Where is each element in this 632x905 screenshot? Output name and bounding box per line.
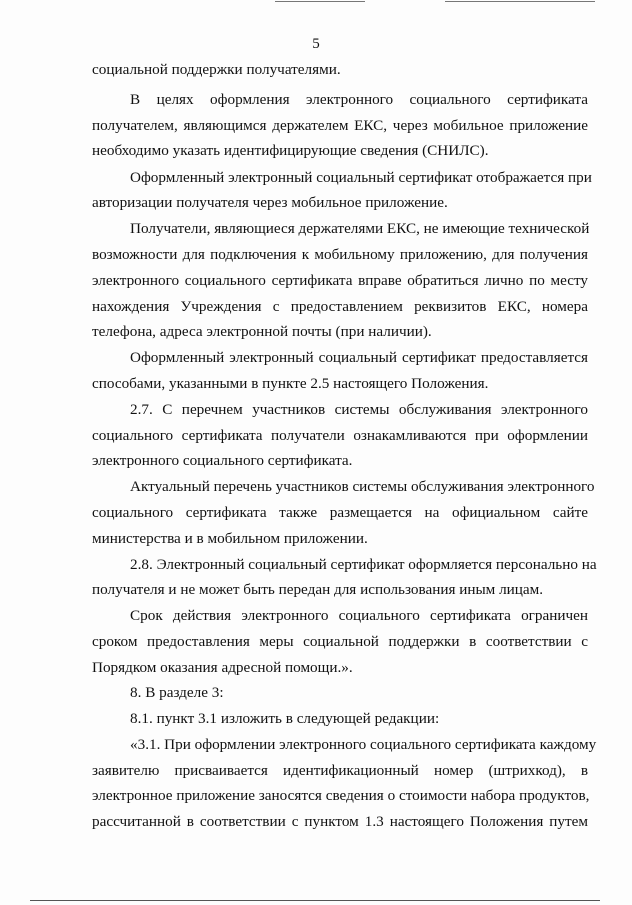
text-line: электронного социального сертификата вправе обратиться лично по месту	[92, 272, 588, 289]
scan-artifact-top	[275, 1, 365, 2]
text-line: Оформленный электронный социальный сертификат отображается при	[130, 169, 592, 186]
text-line: 8. В разделе 3:	[130, 684, 224, 701]
scan-artifact-top	[445, 1, 595, 2]
text-line: социального сертификата получатели ознакамливаются при оформлении	[92, 427, 588, 444]
text-line: электронного социального сертификата.	[92, 452, 353, 469]
text-line: министерства и в мобильном приложении.	[92, 530, 368, 547]
text-line: 8.1. пункт 3.1 изложить в следующей редакции:	[130, 710, 440, 727]
text-line: «3.1. При оформлении электронного социального сертификата каждому	[130, 736, 597, 753]
text-line: телефона, адреса электронной почты (при наличии).	[92, 323, 432, 340]
text-line: возможности для подключения к мобильному приложению, для получения	[92, 246, 588, 263]
text-line: Получатели, являющиеся держателями ЕКС, не имеющие технической	[130, 220, 590, 237]
text-line: социальной поддержки получателями.	[92, 61, 341, 78]
text-line: электронное приложение заносятся сведения о стоимости набора продуктов,	[92, 787, 590, 804]
text-line: авторизации получателя через мобильное приложение.	[92, 194, 448, 211]
text-line: социального сертификата также размещается на официальном сайте	[92, 504, 588, 521]
text-line: способами, указанными в пункте 2.5 настоящего Положения.	[92, 375, 489, 392]
text-line: Актуальный перечень участников системы обслуживания электронного	[130, 478, 595, 495]
scan-artifact-bottom	[30, 900, 600, 901]
text-line: сроком предоставления меры социальной поддержки в соответствии с	[92, 633, 588, 650]
page-number: 5	[312, 36, 320, 52]
text-line: 2.7. С перечнем участников системы обслуживания электронного	[130, 401, 588, 418]
text-line: заявителю присваивается идентификационный номер (штрихкод), в	[92, 762, 588, 779]
text-line: Оформленный электронный социальный сертификат предоставляется	[130, 349, 588, 366]
text-line: получателя и не может быть передан для использования иным лицам.	[92, 581, 544, 598]
text-line: получателем, являющимся держателем ЕКС, через мобильное приложение	[92, 117, 588, 134]
text-line: Срок действия электронного социального сертификата ограничен	[130, 607, 588, 624]
text-line: необходимо указать идентифицирующие сведения (СНИЛС).	[92, 142, 489, 159]
text-line: Порядком оказания адресной помощи.».	[92, 659, 353, 676]
text-line: рассчитанной в соответствии с пунктом 1.3 настоящего Положения путем	[92, 813, 588, 830]
text-line: 2.8. Электронный социальный сертификат оформляется персонально на	[130, 556, 597, 573]
text-line: нахождения Учреждения с предоставлением реквизитов ЕКС, номера	[92, 298, 588, 315]
text-line: В целях оформления электронного социального сертификата	[130, 91, 588, 108]
